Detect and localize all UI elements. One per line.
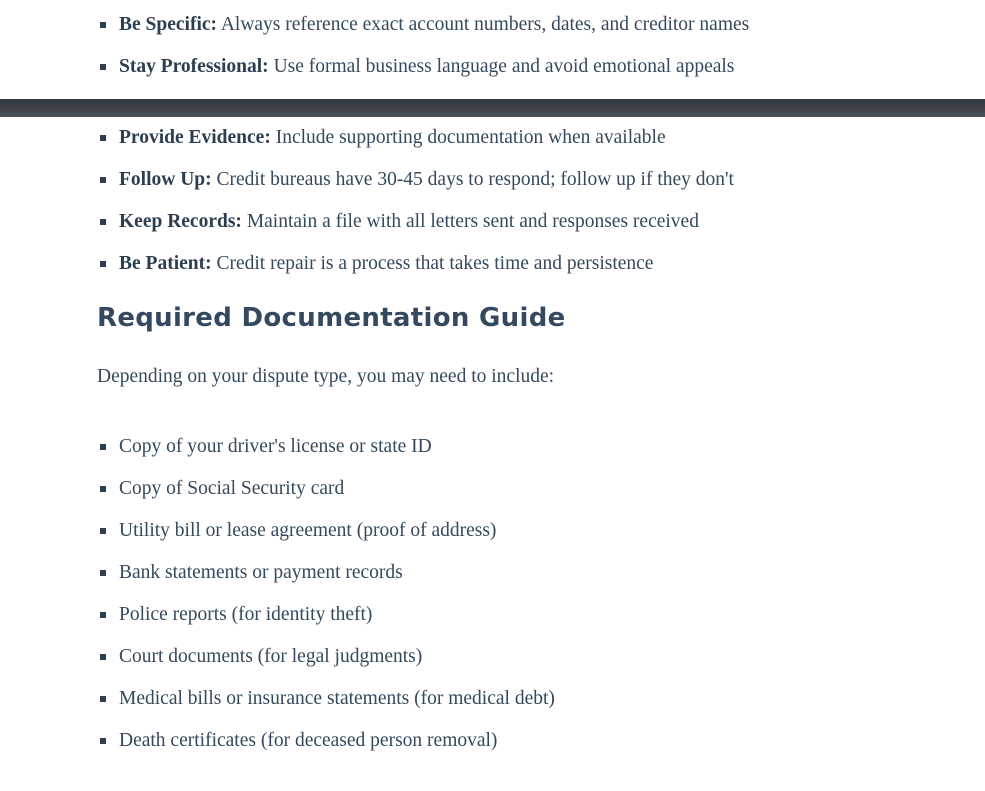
documents-list	[97, 436, 925, 752]
bullet-square-icon	[100, 486, 106, 492]
list-item	[97, 253, 925, 275]
document-item-text: Copy of Social Security card	[119, 478, 345, 499]
tips-list-top	[97, 14, 925, 78]
document-item-text: Copy of your driver's license or state ID	[119, 436, 432, 457]
list-item	[97, 604, 925, 626]
page-break-divider	[0, 99, 985, 117]
bullet-square-icon	[100, 738, 106, 744]
document-item-text: Court documents (for legal judgments)	[119, 646, 423, 667]
document-item-text: Bank statements or payment records	[119, 562, 403, 583]
list-item	[97, 562, 925, 584]
bullet-square-icon	[100, 219, 106, 225]
list-item-text	[119, 14, 749, 36]
list-item	[97, 730, 925, 752]
tip-text: Maintain a file with all letters sent and responses received	[241, 211, 699, 232]
bullet-square-icon	[100, 261, 106, 267]
bullet-square-icon	[100, 654, 106, 660]
list-item	[97, 169, 925, 191]
tip-label: Be Patient:	[119, 253, 212, 274]
bullet-square-icon	[100, 22, 106, 28]
tip-text: Use formal business language and avoid emotional appeals	[268, 56, 735, 77]
list-item	[97, 211, 925, 233]
bullet-square-icon	[100, 696, 106, 702]
bullet-square-icon	[100, 444, 106, 450]
document-item-text: Death certificates (for deceased person removal)	[119, 730, 498, 751]
list-item-text	[119, 211, 699, 233]
list-item	[97, 14, 925, 36]
list-item	[97, 127, 925, 149]
list-item-text	[119, 127, 666, 149]
list-item-text	[119, 169, 734, 191]
tip-label: Follow Up:	[119, 169, 212, 190]
tip-label: Keep Records:	[119, 211, 242, 232]
list-item	[97, 688, 925, 710]
list-item	[97, 646, 925, 668]
tip-text: Include supporting documentation when available	[270, 127, 666, 148]
tip-text: Always reference exact account numbers, dates, and creditor names	[217, 14, 750, 35]
list-item-text	[119, 56, 734, 78]
bullet-square-icon	[100, 612, 106, 618]
document-item-text: Utility bill or lease agreement (proof of address)	[119, 520, 497, 541]
tip-text: Credit repair is a process that takes time and persistence	[211, 253, 654, 274]
tip-label: Be Specific:	[119, 14, 218, 35]
bullet-square-icon	[100, 64, 106, 70]
section-heading: Required Documentation Guide	[97, 303, 566, 333]
previous-page-bottom-section	[0, 0, 985, 99]
bullet-square-icon	[100, 135, 106, 141]
document-item-text: Police reports (for identity theft)	[119, 604, 373, 625]
intro-paragraph: Depending on your dispute type, you may need to include:	[97, 366, 555, 387]
bullet-square-icon	[100, 528, 106, 534]
list-item	[97, 56, 925, 78]
list-item	[97, 478, 925, 500]
current-page-section	[0, 117, 985, 752]
bullet-square-icon	[100, 570, 106, 576]
list-item	[97, 436, 925, 458]
tip-label: Provide Evidence:	[119, 127, 271, 148]
bullet-square-icon	[100, 177, 106, 183]
tips-list-bottom	[97, 127, 925, 275]
document-item-text: Medical bills or insurance statements (for medical debt)	[119, 688, 555, 709]
list-item	[97, 520, 925, 542]
tip-label: Stay Professional:	[119, 56, 269, 77]
list-item-text	[119, 253, 653, 275]
tip-text: Credit bureaus have 30-45 days to respond; follow up if they don't	[211, 169, 734, 190]
